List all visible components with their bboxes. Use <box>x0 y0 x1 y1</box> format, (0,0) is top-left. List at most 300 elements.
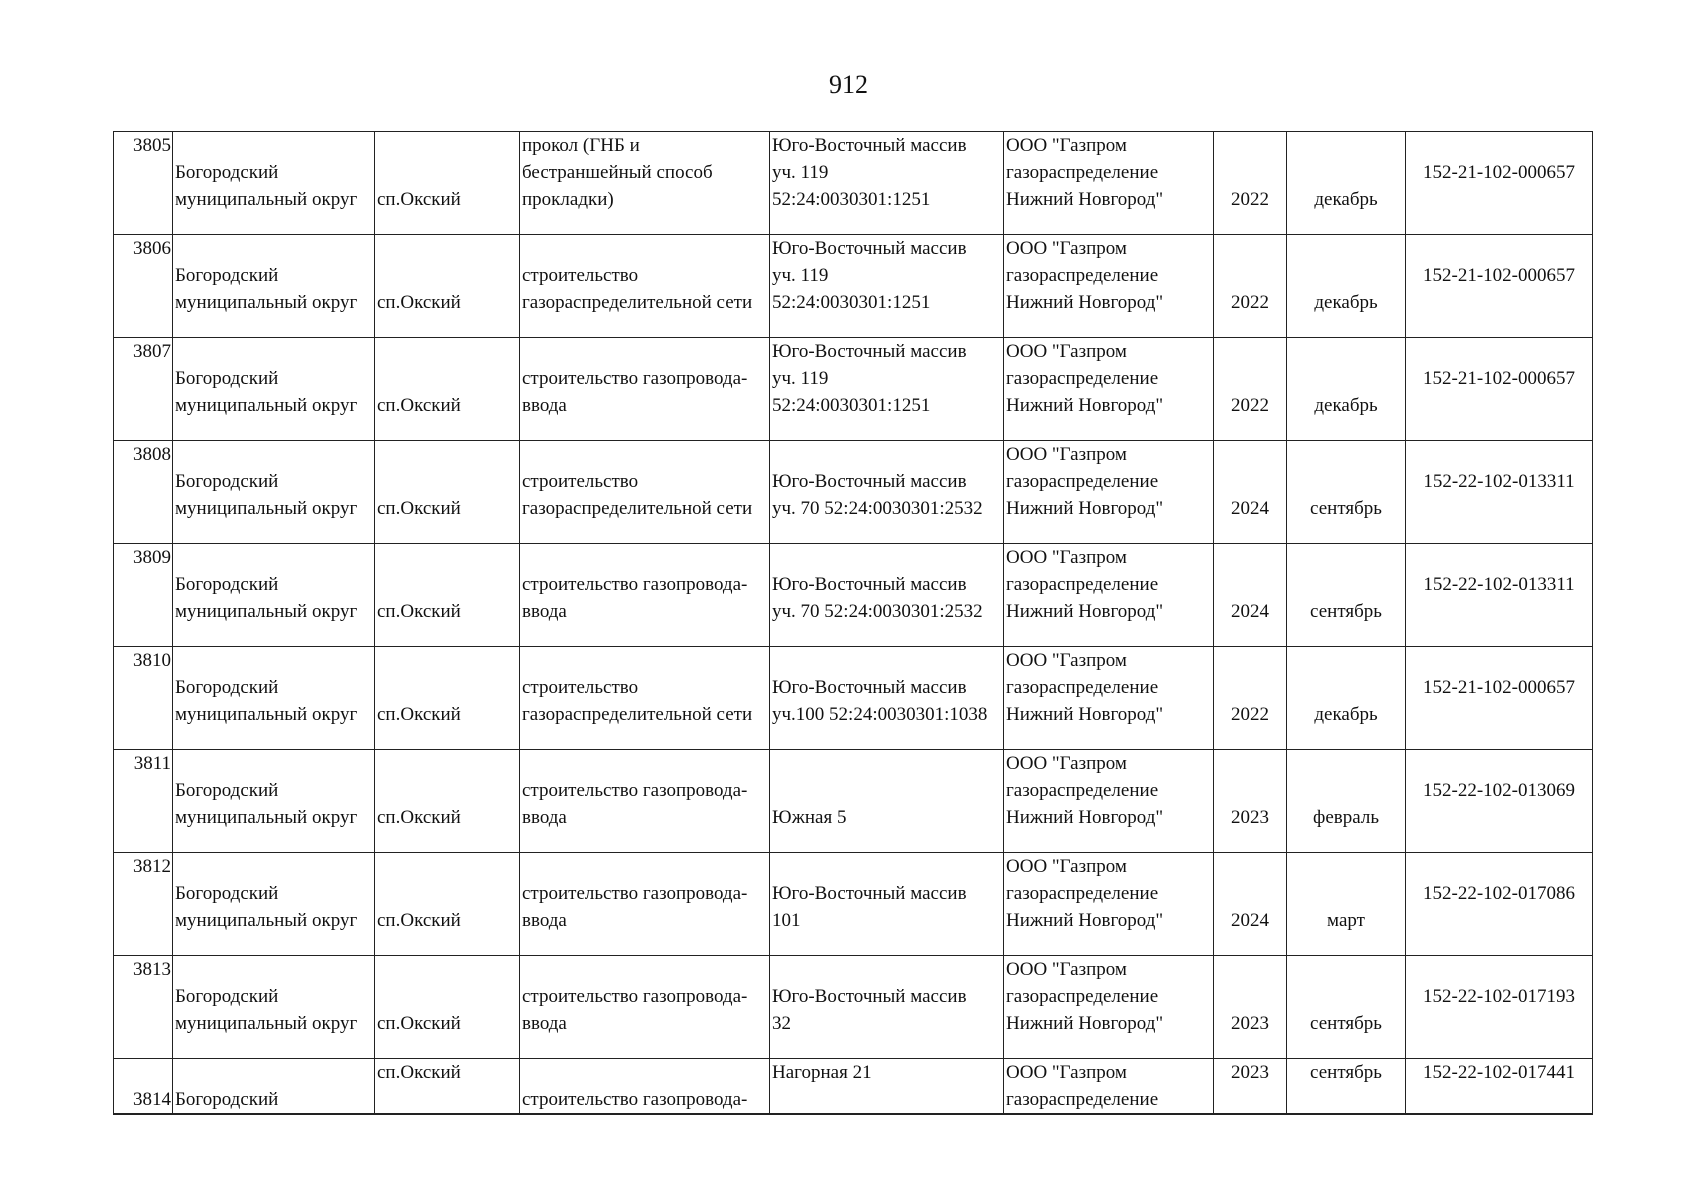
table-row <box>114 235 1593 338</box>
address-lines <box>772 544 1001 647</box>
work-type-line: строительство газопровода- <box>522 780 748 801</box>
company-line: ООО "Газпром <box>1006 650 1127 671</box>
address-cell <box>770 544 1004 647</box>
work-type-cell <box>520 853 770 956</box>
company-lines <box>1006 750 1211 852</box>
year-wrap <box>1216 750 1284 853</box>
work-type-cell <box>520 338 770 441</box>
address-lines <box>772 853 1001 956</box>
row-number-wrap <box>116 441 171 543</box>
work-type-line: строительство <box>522 471 639 492</box>
table-row <box>114 750 1593 853</box>
municipality-lines <box>175 647 372 750</box>
address-line: Юго-Восточный массив <box>772 883 967 904</box>
address-line: Юго-Восточный массив <box>772 341 967 362</box>
work-type-line: строительство газопровода- <box>522 883 748 904</box>
year-cell <box>1214 853 1287 956</box>
work-type-lines <box>522 647 767 750</box>
municipality-lines <box>175 132 372 235</box>
address-lines <box>772 441 1001 544</box>
work-type-cell <box>520 235 770 338</box>
month: февраль <box>1313 807 1379 828</box>
permit-code-cell <box>1406 338 1593 441</box>
month: сентябрь <box>1310 1062 1382 1083</box>
year: 2024 <box>1231 601 1269 622</box>
company-line: газораспределение <box>1006 780 1159 801</box>
permit-code-wrap <box>1408 853 1590 956</box>
company-cell <box>1004 544 1214 647</box>
address-line: Юго-Восточный массив <box>772 471 967 492</box>
permit-code-wrap <box>1408 441 1590 544</box>
municipality-lines <box>175 1059 372 1114</box>
settlement-cell <box>375 750 520 853</box>
municipality-line: Богородский <box>175 986 279 1007</box>
settlement-wrap <box>377 235 517 338</box>
work-type-lines <box>522 853 767 956</box>
municipality-lines <box>175 956 372 1059</box>
permit-code: 152-22-102-017086 <box>1423 883 1575 904</box>
month: декабрь <box>1314 189 1378 210</box>
settlement: сп.Окский <box>377 498 461 519</box>
company-lines <box>1006 1059 1211 1113</box>
table-row <box>114 1059 1593 1115</box>
row-number-cell <box>114 338 173 441</box>
company-line: газораспределение <box>1006 471 1159 492</box>
permit-code-cell <box>1406 441 1593 544</box>
address-line: Юго-Восточный массив <box>772 574 967 595</box>
table-row <box>114 132 1593 235</box>
work-type-line: ввода <box>522 910 567 931</box>
settlement-cell <box>375 647 520 750</box>
company-line: ООО "Газпром <box>1006 238 1127 259</box>
year: 2023 <box>1231 1013 1269 1034</box>
address-cell <box>770 441 1004 544</box>
table-row <box>114 338 1593 441</box>
permit-code: 152-21-102-000657 <box>1423 265 1575 286</box>
municipality-line: муниципальный округ <box>175 498 358 519</box>
company-cell <box>1004 956 1214 1059</box>
work-type-line: ввода <box>522 807 567 828</box>
year-wrap <box>1216 132 1284 235</box>
settlement-cell <box>375 132 520 235</box>
address-line: уч. 70 52:24:0030301:2532 <box>772 498 983 519</box>
municipality-lines <box>175 441 372 544</box>
year: 2022 <box>1231 704 1269 725</box>
settlement-wrap <box>377 750 517 853</box>
year-wrap <box>1216 338 1284 441</box>
settlement-cell <box>375 956 520 1059</box>
settlement-wrap <box>377 1059 517 1113</box>
work-type-cell <box>520 750 770 853</box>
month-cell <box>1287 956 1406 1059</box>
month-cell <box>1287 338 1406 441</box>
settlement: сп.Окский <box>377 601 461 622</box>
year: 2022 <box>1231 292 1269 313</box>
row-number-wrap <box>116 235 171 337</box>
address-lines <box>772 338 1001 440</box>
permit-code-cell <box>1406 956 1593 1059</box>
month-cell <box>1287 853 1406 956</box>
permit-code-wrap <box>1408 750 1590 853</box>
table-row <box>114 853 1593 956</box>
work-type-lines <box>522 338 767 441</box>
company-cell <box>1004 647 1214 750</box>
month-cell <box>1287 750 1406 853</box>
permit-code: 152-22-102-013311 <box>1423 471 1575 492</box>
company-line: Нижний Новгород" <box>1006 704 1164 725</box>
table-row <box>114 956 1593 1059</box>
address-line: уч. 70 52:24:0030301:2532 <box>772 601 983 622</box>
municipality-cell <box>173 956 375 1059</box>
permit-code-wrap <box>1408 235 1590 338</box>
permit-code-cell <box>1406 544 1593 647</box>
municipality-cell <box>173 338 375 441</box>
month-cell <box>1287 441 1406 544</box>
company-line: Нижний Новгород" <box>1006 601 1164 622</box>
address-line: Юго-Восточный массив <box>772 677 967 698</box>
row-number: 3806 <box>133 238 171 259</box>
year-wrap <box>1216 235 1284 338</box>
row-number: 3807 <box>133 341 171 362</box>
month: сентябрь <box>1310 498 1382 519</box>
row-number: 3811 <box>133 753 171 774</box>
work-type-line: бестраншейный способ <box>522 162 713 183</box>
work-type-line: ввода <box>522 1013 567 1034</box>
municipality-cell <box>173 441 375 544</box>
month-wrap <box>1289 235 1403 338</box>
permit-code-wrap <box>1408 647 1590 750</box>
month: декабрь <box>1314 704 1378 725</box>
work-type-cell <box>520 441 770 544</box>
year-wrap <box>1216 441 1284 544</box>
year: 2023 <box>1231 1062 1269 1083</box>
municipality-line: Богородский <box>175 780 279 801</box>
company-line: Нижний Новгород" <box>1006 910 1164 931</box>
settlement-wrap <box>377 853 517 956</box>
month-wrap <box>1289 338 1403 441</box>
company-lines <box>1006 132 1211 234</box>
registry-table <box>113 131 1593 1115</box>
row-number-wrap <box>116 338 171 440</box>
year: 2024 <box>1231 910 1269 931</box>
work-type-lines <box>522 956 767 1059</box>
year-wrap <box>1216 647 1284 750</box>
row-number: 3814 <box>133 1089 171 1110</box>
row-number-cell <box>114 853 173 956</box>
municipality-line: муниципальный округ <box>175 395 358 416</box>
year-cell <box>1214 338 1287 441</box>
municipality-lines <box>175 750 372 853</box>
row-number-wrap <box>116 750 171 852</box>
year-wrap <box>1216 956 1284 1059</box>
municipality-line: муниципальный округ <box>175 1013 358 1034</box>
municipality-line: муниципальный округ <box>175 910 358 931</box>
month-cell <box>1287 544 1406 647</box>
row-number-wrap <box>116 132 171 234</box>
municipality-line: Богородский <box>175 883 279 904</box>
company-cell <box>1004 1059 1214 1115</box>
permit-code: 152-21-102-000657 <box>1423 368 1575 389</box>
settlement: сп.Окский <box>377 910 461 931</box>
year: 2024 <box>1231 498 1269 519</box>
work-type-lines <box>522 544 767 647</box>
company-line: Нижний Новгород" <box>1006 807 1164 828</box>
municipality-line: Богородский <box>175 162 279 183</box>
address-line: Нагорная 21 <box>772 1062 872 1083</box>
row-number: 3808 <box>133 444 171 465</box>
company-lines <box>1006 956 1211 1058</box>
address-cell <box>770 647 1004 750</box>
work-type-line: ввода <box>522 601 567 622</box>
month: март <box>1327 910 1365 931</box>
permit-code-cell <box>1406 235 1593 338</box>
company-lines <box>1006 441 1211 543</box>
row-number-cell <box>114 750 173 853</box>
company-line: ООО "Газпром <box>1006 547 1127 568</box>
row-number-cell <box>114 1059 173 1115</box>
year-cell <box>1214 956 1287 1059</box>
address-cell <box>770 235 1004 338</box>
month: сентябрь <box>1310 1013 1382 1034</box>
table-row <box>114 544 1593 647</box>
row-number-cell <box>114 544 173 647</box>
company-line: ООО "Газпром <box>1006 444 1127 465</box>
permit-code-cell <box>1406 1059 1593 1115</box>
settlement: сп.Окский <box>377 395 461 416</box>
settlement: сп.Окский <box>377 1013 461 1034</box>
registry-table-body <box>114 132 1593 1115</box>
permit-code: 152-22-102-017441 <box>1423 1062 1575 1083</box>
address-lines <box>772 956 1001 1059</box>
permit-code-wrap <box>1408 338 1590 441</box>
permit-code: 152-22-102-013069 <box>1423 780 1575 801</box>
work-type-cell <box>520 1059 770 1115</box>
year: 2022 <box>1231 395 1269 416</box>
work-type-line: прокладки) <box>522 189 614 210</box>
year-cell <box>1214 750 1287 853</box>
permit-code: 152-21-102-000657 <box>1423 677 1575 698</box>
address-line: уч.100 52:24:0030301:1038 <box>772 704 988 725</box>
address-cell <box>770 1059 1004 1115</box>
municipality-cell <box>173 132 375 235</box>
settlement-wrap <box>377 441 517 544</box>
municipality-line: Богородский <box>175 368 279 389</box>
work-type-cell <box>520 132 770 235</box>
municipality-line: Богородский <box>175 1089 279 1110</box>
company-line: ООО "Газпром <box>1006 135 1127 156</box>
municipality-line: муниципальный округ <box>175 601 358 622</box>
address-line: Юго-Восточный массив <box>772 238 967 259</box>
work-type-lines <box>522 1059 767 1114</box>
municipality-lines <box>175 544 372 647</box>
company-lines <box>1006 647 1211 749</box>
company-line: газораспределение <box>1006 368 1159 389</box>
company-cell <box>1004 132 1214 235</box>
month-wrap <box>1289 853 1403 956</box>
work-type-line: строительство газопровода- <box>522 986 748 1007</box>
work-type-line: ввода <box>522 395 567 416</box>
year-cell <box>1214 441 1287 544</box>
company-lines <box>1006 235 1211 337</box>
work-type-line: газораспределительной сети <box>522 292 753 313</box>
month-cell <box>1287 647 1406 750</box>
settlement-wrap <box>377 132 517 235</box>
settlement: сп.Окский <box>377 807 461 828</box>
company-line: газораспределение <box>1006 162 1159 183</box>
row-number-cell <box>114 132 173 235</box>
municipality-cell <box>173 1059 375 1115</box>
row-number-wrap <box>116 544 171 646</box>
month-wrap <box>1289 1059 1403 1113</box>
address-line: уч. 119 <box>772 265 829 286</box>
company-line: ООО "Газпром <box>1006 1062 1127 1083</box>
address-lines <box>772 750 1001 853</box>
work-type-cell <box>520 544 770 647</box>
year-cell <box>1214 544 1287 647</box>
address-lines <box>772 647 1001 750</box>
address-cell <box>770 750 1004 853</box>
address-line: 32 <box>772 1013 791 1034</box>
municipality-line: муниципальный округ <box>175 807 358 828</box>
work-type-lines <box>522 235 767 338</box>
settlement-wrap <box>377 544 517 647</box>
permit-code-cell <box>1406 647 1593 750</box>
row-number: 3805 <box>133 135 171 156</box>
permit-code: 152-22-102-013311 <box>1423 574 1575 595</box>
row-number-cell <box>114 647 173 750</box>
address-line: Южная 5 <box>772 807 847 828</box>
year-cell <box>1214 132 1287 235</box>
address-cell <box>770 132 1004 235</box>
year-wrap <box>1216 544 1284 647</box>
company-lines <box>1006 853 1211 955</box>
settlement-cell <box>375 544 520 647</box>
address-line: 101 <box>772 910 801 931</box>
settlement: сп.Окский <box>377 189 461 210</box>
address-line: 52:24:0030301:1251 <box>772 292 931 313</box>
address-lines <box>772 1059 1001 1113</box>
company-line: газораспределение <box>1006 1089 1159 1110</box>
settlement-cell <box>375 1059 520 1115</box>
row-number: 3812 <box>133 856 171 877</box>
settlement: сп.Окский <box>377 292 461 313</box>
month-wrap <box>1289 441 1403 544</box>
permit-code-wrap <box>1408 956 1590 1059</box>
work-type-lines <box>522 750 767 853</box>
address-line: уч. 119 <box>772 368 829 389</box>
month: сентябрь <box>1310 601 1382 622</box>
company-line: газораспределение <box>1006 265 1159 286</box>
company-line: ООО "Газпром <box>1006 753 1127 774</box>
month-wrap <box>1289 956 1403 1059</box>
municipality-cell <box>173 750 375 853</box>
permit-code-wrap <box>1408 132 1590 235</box>
year-wrap <box>1216 853 1284 956</box>
year-cell <box>1214 647 1287 750</box>
row-number-wrap <box>116 853 171 955</box>
address-line: Юго-Восточный массив <box>772 135 967 156</box>
work-type-cell <box>520 956 770 1059</box>
work-type-line: строительство газопровода- <box>522 574 748 595</box>
year-cell <box>1214 235 1287 338</box>
row-number-cell <box>114 956 173 1059</box>
company-cell <box>1004 338 1214 441</box>
work-type-line: строительство <box>522 677 639 698</box>
company-cell <box>1004 441 1214 544</box>
year-cell <box>1214 1059 1287 1115</box>
month-cell <box>1287 1059 1406 1115</box>
permit-code-cell <box>1406 853 1593 956</box>
work-type-line: строительство газопровода- <box>522 368 748 389</box>
month-cell <box>1287 132 1406 235</box>
municipality-cell <box>173 544 375 647</box>
settlement: сп.Окский <box>377 1062 461 1083</box>
company-line: газораспределение <box>1006 883 1159 904</box>
address-line: 52:24:0030301:1251 <box>772 395 931 416</box>
company-line: Нижний Новгород" <box>1006 1013 1164 1034</box>
address-cell <box>770 853 1004 956</box>
company-cell <box>1004 750 1214 853</box>
address-lines <box>772 132 1001 234</box>
row-number-cell <box>114 235 173 338</box>
municipality-line: Богородский <box>175 471 279 492</box>
address-line: уч. 119 <box>772 162 829 183</box>
month-wrap <box>1289 544 1403 647</box>
month-wrap <box>1289 647 1403 750</box>
municipality-line: Богородский <box>175 574 279 595</box>
work-type-line: газораспределительной сети <box>522 704 753 725</box>
row-number: 3813 <box>133 959 171 980</box>
municipality-line: Богородский <box>175 265 279 286</box>
row-number: 3810 <box>133 650 171 671</box>
page-number: 912 <box>829 70 868 99</box>
company-line: ООО "Газпром <box>1006 959 1127 980</box>
company-line: Нижний Новгород" <box>1006 292 1164 313</box>
address-lines <box>772 235 1001 337</box>
month-wrap <box>1289 132 1403 235</box>
municipality-cell <box>173 647 375 750</box>
settlement-cell <box>375 338 520 441</box>
table-row <box>114 647 1593 750</box>
company-lines <box>1006 544 1211 646</box>
company-cell <box>1004 235 1214 338</box>
municipality-lines <box>175 235 372 338</box>
work-type-lines <box>522 132 767 234</box>
municipality-cell <box>173 235 375 338</box>
work-type-line: газораспределительной сети <box>522 498 753 519</box>
company-cell <box>1004 853 1214 956</box>
company-line: газораспределение <box>1006 677 1159 698</box>
settlement-cell <box>375 853 520 956</box>
month: декабрь <box>1314 395 1378 416</box>
work-type-line: прокол (ГНБ и <box>522 135 640 156</box>
work-type-line: строительство <box>522 265 639 286</box>
permit-code: 152-22-102-017193 <box>1423 986 1575 1007</box>
work-type-lines <box>522 441 767 544</box>
year-wrap <box>1216 1059 1284 1113</box>
settlement-wrap <box>377 956 517 1059</box>
company-line: газораспределение <box>1006 986 1159 1007</box>
row-number-wrap <box>116 956 171 1058</box>
settlement: сп.Окский <box>377 704 461 725</box>
settlement-cell <box>375 441 520 544</box>
month-cell <box>1287 235 1406 338</box>
company-line: газораспределение <box>1006 574 1159 595</box>
permit-code-wrap <box>1408 544 1590 647</box>
year: 2022 <box>1231 189 1269 210</box>
address-cell <box>770 338 1004 441</box>
company-line: Нижний Новгород" <box>1006 498 1164 519</box>
